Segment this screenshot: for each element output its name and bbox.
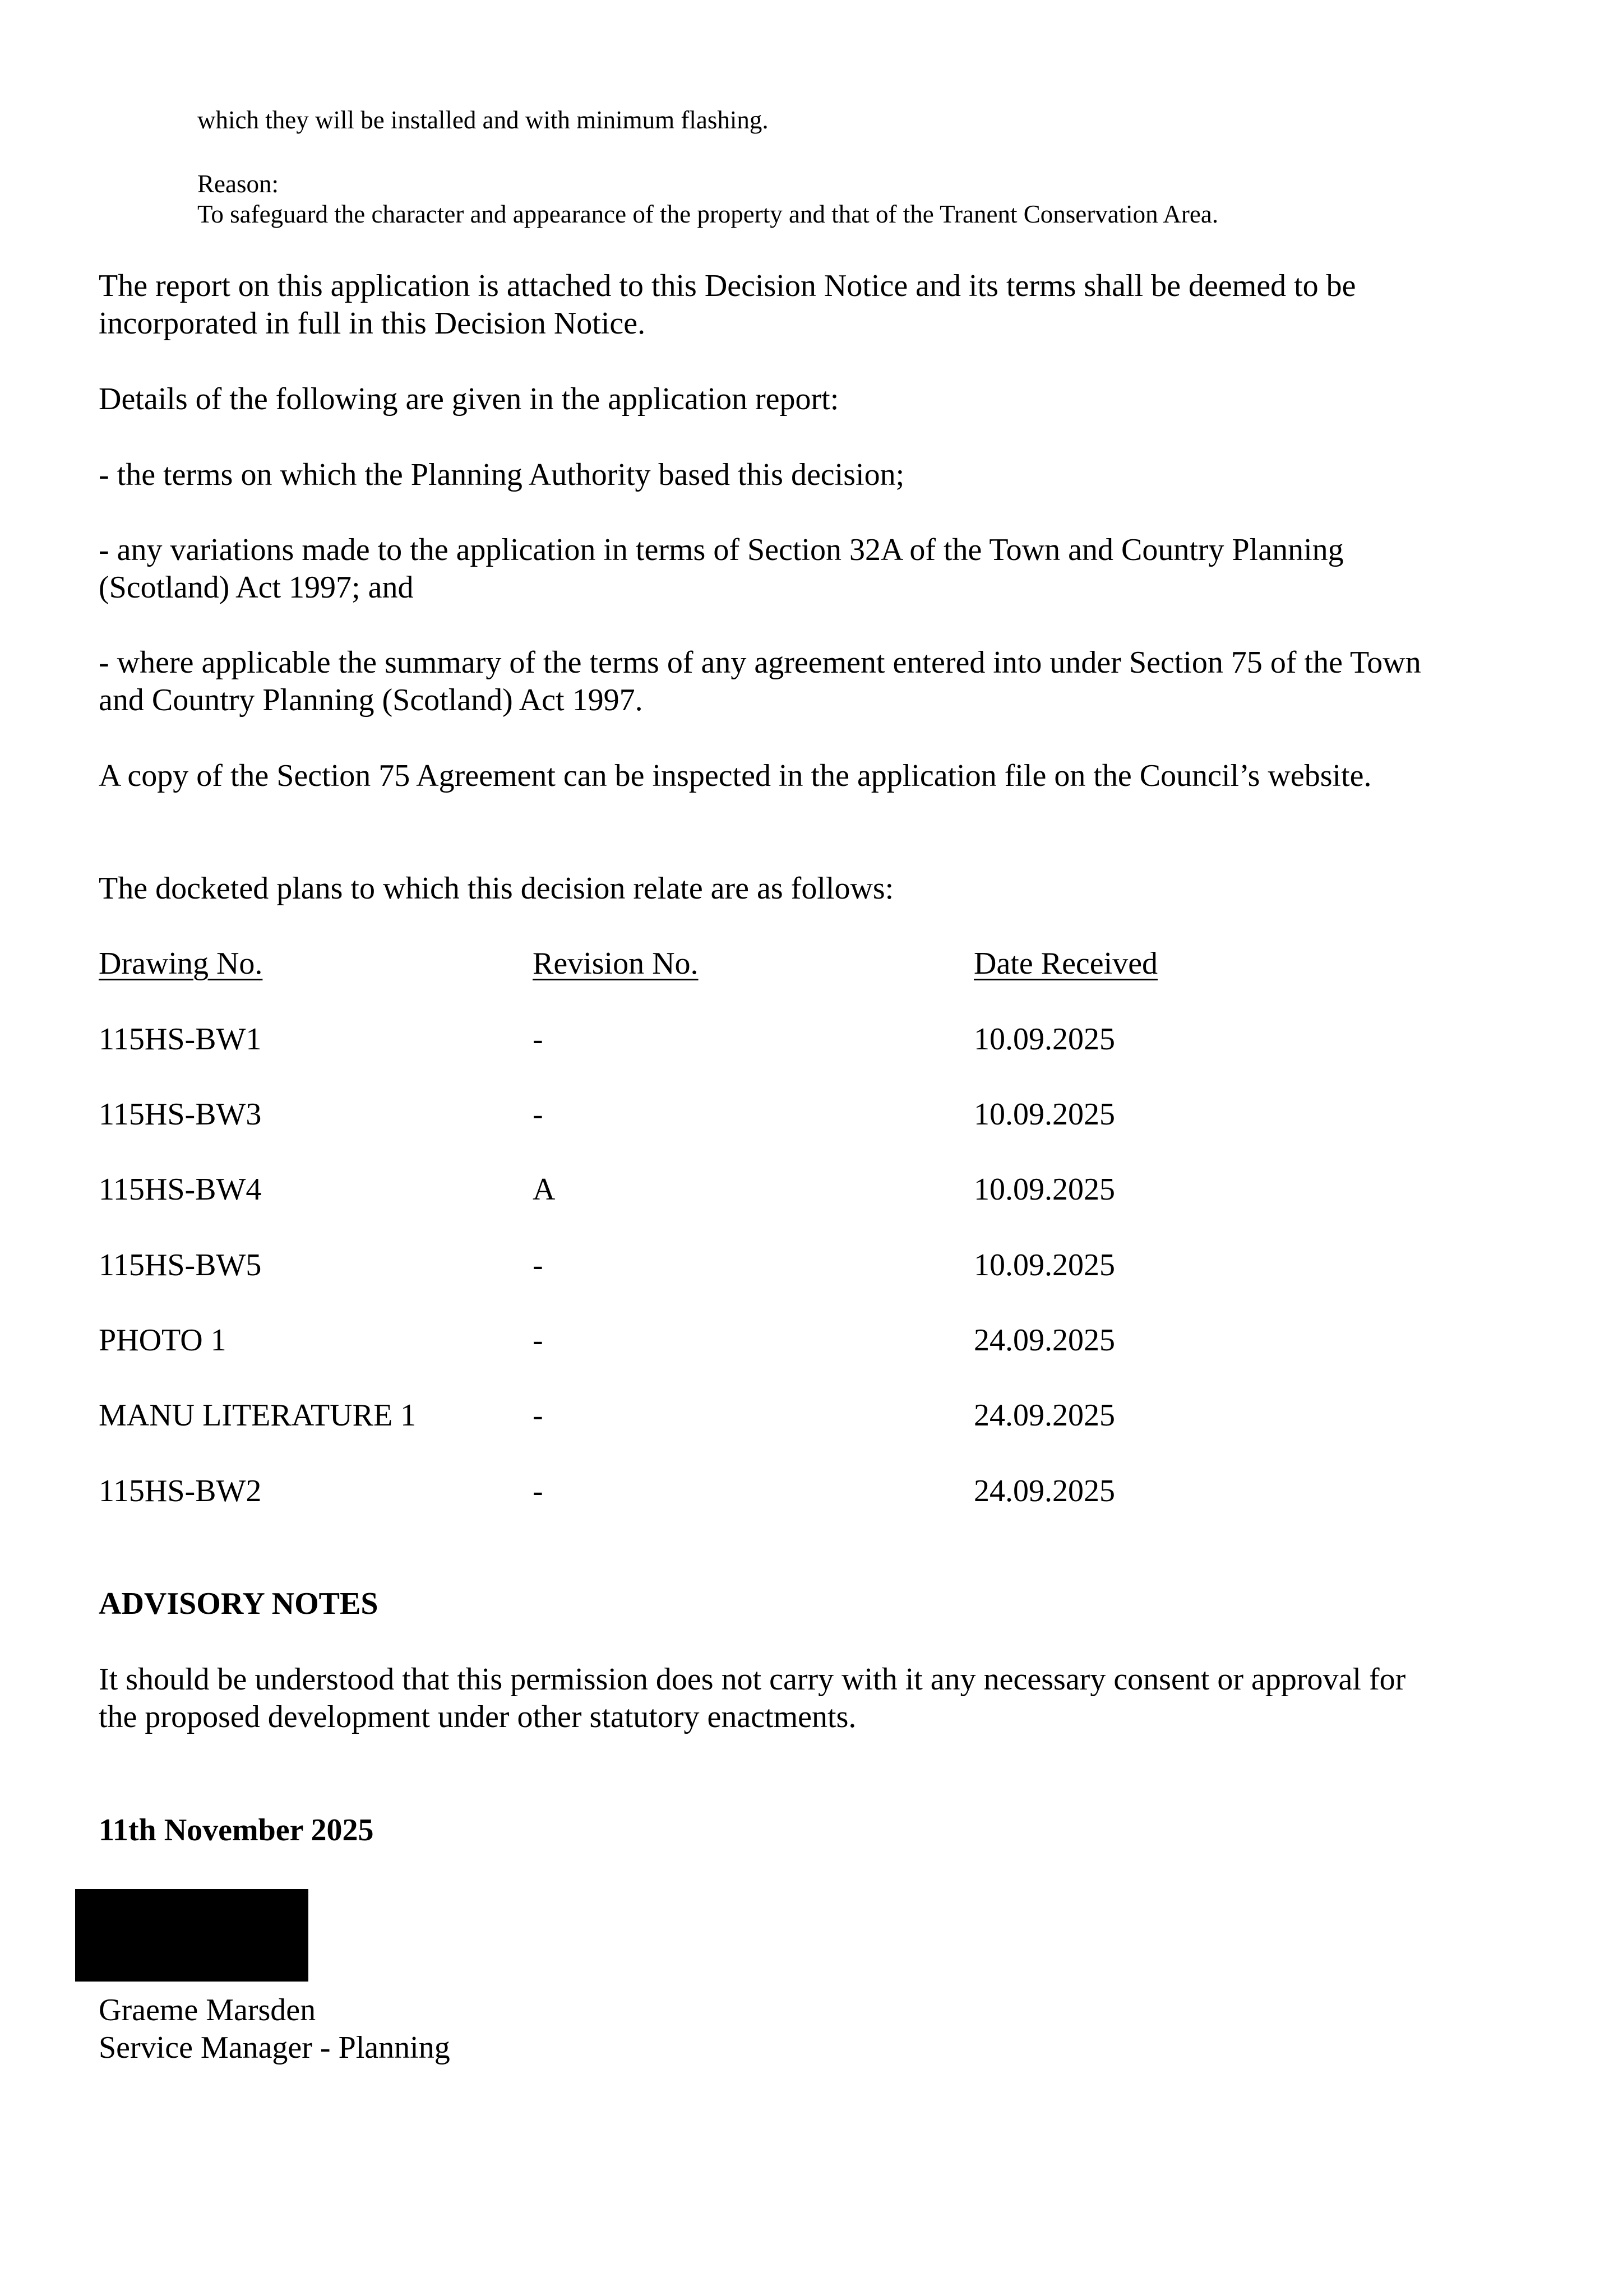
plans-table-row	[0, 1171, 1623, 1209]
decision-date: 11th November 2025	[99, 1813, 374, 1848]
plans-table-row	[0, 1473, 1623, 1510]
date-received-cell: 24.09.2025	[974, 1323, 1115, 1358]
drawing-no-cell: 115HS-BW3	[99, 1097, 262, 1132]
details-intro-paragraph: Details of the following are given in the application report:	[99, 382, 839, 416]
date-received-header: Date Received	[974, 946, 1158, 981]
drawing-no-cell: 115HS-BW5	[99, 1248, 262, 1283]
signatory-title: Service Manager - Planning	[99, 2030, 450, 2065]
plans-table-row	[0, 1247, 1623, 1284]
plans-table-header	[0, 945, 1623, 983]
revision-no-cell: -	[533, 1474, 543, 1508]
date-received-cell: 24.09.2025	[974, 1474, 1115, 1508]
redacted-signature	[75, 1889, 308, 1982]
revision-no-cell: -	[533, 1097, 543, 1132]
plans-table-row	[0, 1021, 1623, 1058]
reason-text: To safeguard the character and appearance of the property and that of the Tranent Conservation Area.	[197, 200, 1219, 228]
drawing-no-cell: 115HS-BW1	[99, 1022, 262, 1057]
advisory-notes-text: It should be understood that this permission does not carry with it any necessary consent or approval for the proposed development under other statutory enactments.	[99, 1662, 1406, 1734]
terms-basis-paragraph: - the terms on which the Planning Authority based this decision;	[99, 457, 905, 492]
date-received-cell: 10.09.2025	[974, 1248, 1115, 1283]
plans-table-row	[0, 1397, 1623, 1434]
drawing-no-cell: 115HS-BW4	[99, 1172, 262, 1207]
drawing-no-header: Drawing No.	[99, 946, 263, 981]
revision-no-cell: -	[533, 1248, 543, 1283]
report-attached-paragraph: The report on this application is attached to this Decision Notice and its terms shall be deemed to be incorporated in full in this Decision Notice.	[99, 269, 1356, 341]
revision-no-cell: -	[533, 1398, 543, 1433]
revision-no-cell: A	[533, 1172, 556, 1207]
revision-no-cell: -	[533, 1022, 543, 1057]
date-received-cell: 10.09.2025	[974, 1022, 1115, 1057]
section-75-copy-paragraph: A copy of the Section 75 Agreement can be inspected in the application file on the Council’s website.	[99, 758, 1372, 793]
drawing-no-cell: MANU LITERATURE 1	[99, 1398, 417, 1433]
signatory-name: Graeme Marsden	[99, 1993, 316, 2027]
section-75-summary-paragraph: - where applicable the summary of the terms of any agreement entered into under Section 75 of the Town and Country Planning (Scotland) Act 1997.	[99, 645, 1421, 718]
drawing-no-cell: PHOTO 1	[99, 1323, 226, 1358]
revision-no-cell: -	[533, 1323, 543, 1358]
variations-paragraph: - any variations made to the application in terms of Section 32A of the Town and Country Planning (Scotland) Act 1997; and	[99, 533, 1344, 605]
condition-continuation-text: which they will be installed and with minimum flashing.	[197, 106, 769, 134]
plans-table-row	[0, 1096, 1623, 1133]
date-received-cell: 24.09.2025	[974, 1398, 1115, 1433]
advisory-notes-heading: ADVISORY NOTES	[99, 1586, 378, 1621]
date-received-cell: 10.09.2025	[974, 1097, 1115, 1132]
revision-no-header: Revision No.	[533, 946, 699, 981]
date-received-cell: 10.09.2025	[974, 1172, 1115, 1207]
docketed-plans-intro: The docketed plans to which this decision relate are as follows:	[99, 871, 894, 906]
drawing-no-cell: 115HS-BW2	[99, 1474, 262, 1508]
reason-label: Reason:	[197, 170, 279, 198]
plans-table-row	[0, 1322, 1623, 1359]
